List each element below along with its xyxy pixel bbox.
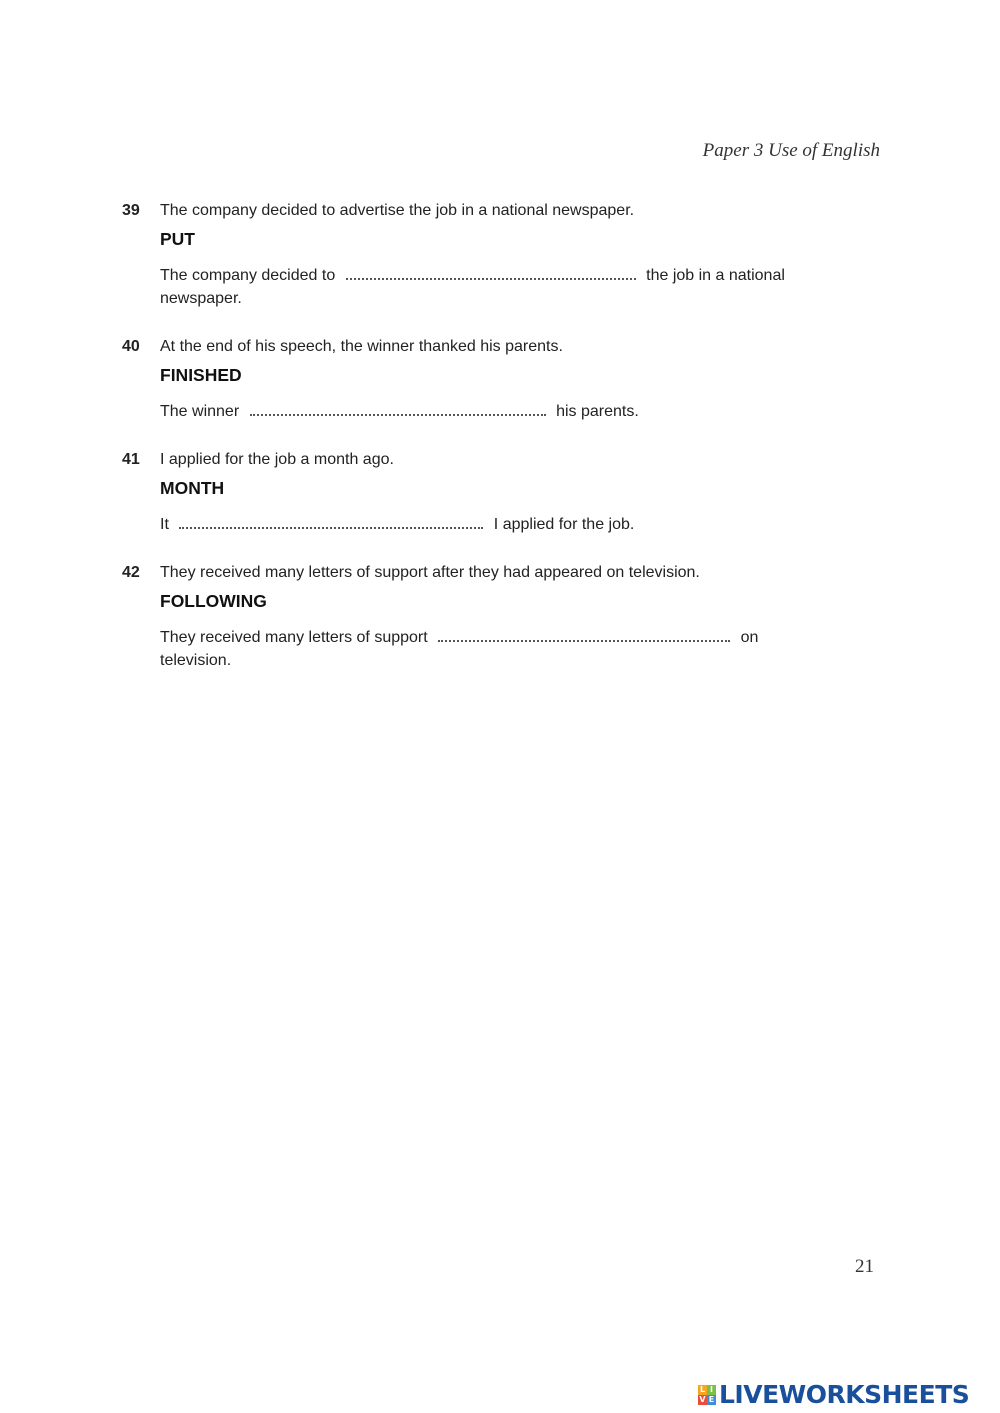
logo-text: LIVEWORKSHEETS xyxy=(719,1380,970,1409)
question-keyword: FINISHED xyxy=(160,365,242,385)
logo-tile: L xyxy=(699,1384,706,1394)
question-number: 39 xyxy=(122,202,140,219)
logo-mark-icon xyxy=(698,1385,716,1405)
question-40 xyxy=(122,337,842,423)
answer-text-before: They received many letters of support xyxy=(160,629,428,646)
answer-text-after: on television. xyxy=(160,629,759,669)
question-number: 42 xyxy=(122,564,140,581)
answer-text-before: It xyxy=(160,516,169,533)
logo-tile: E xyxy=(708,1394,715,1404)
answer-gap[interactable] xyxy=(346,265,636,280)
answer-sentence xyxy=(160,513,842,536)
answer-text-after: the job in a national newspaper. xyxy=(160,267,785,307)
answer-gap[interactable] xyxy=(438,627,730,642)
question-sentence: They received many letters of support after they had appeared on television. xyxy=(160,564,700,581)
answer-sentence xyxy=(160,626,780,672)
question-sentence-line xyxy=(122,450,842,470)
answer-sentence xyxy=(160,264,842,310)
question-39 xyxy=(122,201,842,310)
question-number: 40 xyxy=(122,338,140,355)
page-header: Paper 3 Use of English xyxy=(702,140,880,161)
answer-gap[interactable] xyxy=(250,401,546,416)
logo-tile: I xyxy=(707,1385,716,1395)
question-sentence-line xyxy=(122,563,842,583)
logo-tile: V xyxy=(699,1394,706,1404)
answer-gap[interactable] xyxy=(179,514,483,529)
question-41 xyxy=(122,450,842,536)
question-keyword: PUT xyxy=(160,229,195,249)
answer-text-before: The company decided to xyxy=(160,267,336,284)
question-sentence: The company decided to advertise the job in a national newspaper. xyxy=(160,202,635,219)
answer-text-before: The winner xyxy=(160,403,240,420)
question-number: 41 xyxy=(122,451,140,468)
question-42 xyxy=(122,563,842,672)
page-number: 21 xyxy=(855,1256,874,1277)
question-sentence-line xyxy=(122,337,842,357)
question-sentence-line xyxy=(122,201,842,221)
question-sentence: At the end of his speech, the winner thanked his parents. xyxy=(160,338,563,355)
question-keyword: FOLLOWING xyxy=(160,591,267,611)
answer-sentence xyxy=(160,400,842,423)
liveworksheets-logo xyxy=(698,1380,969,1409)
answer-text-after: his parents. xyxy=(556,403,639,420)
answer-text-after: I applied for the job. xyxy=(493,516,635,533)
question-keyword: MONTH xyxy=(160,478,225,498)
question-sentence: I applied for the job a month ago. xyxy=(160,451,394,468)
